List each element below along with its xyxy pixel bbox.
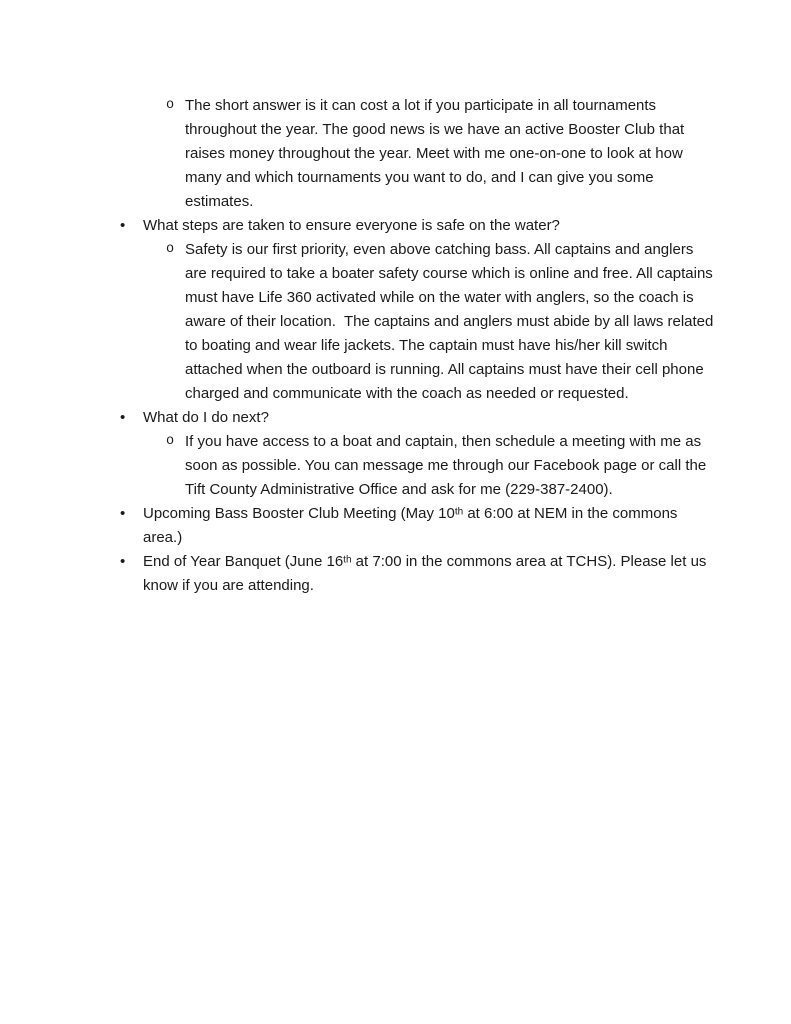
- list-item-text: If you have access to a boat and captain, then schedule a meeting with me as soon as possible. You can message me through our Facebook page or call the Tift County Administrative Office and ask for me (229-387-2400).: [185, 433, 711, 498]
- bullet-icon: •: [120, 505, 126, 522]
- list-item-text-segment: Upcoming Bass Booster Club Meeting (May 10: [143, 505, 455, 522]
- circle-bullet-icon: o: [166, 98, 175, 113]
- list-item-text: Safety is our first priority, even above catching bass. All captains and anglers are required to take a boater safety course which is online and free. All captains must have Life 360 activated while on the water with anglers, so the coach is aware of their location. The captains and anglers must abide by all laws related to boating and wear life jackets. The captain must have his/her kill switch attached when the outboard is running. All captains must have their cell phone charged and communicate with the coach as needed or requested.: [185, 241, 718, 402]
- superscript-ordinal: th: [343, 554, 352, 566]
- list-item-text-segment: at 7:00 in the commons area at TCHS). Please let us know if you are attending.: [143, 553, 711, 594]
- list-item: [0, 430, 715, 502]
- list-item-text: What steps are taken to ensure everyone is safe on the water?: [143, 217, 560, 234]
- bulleted-list: [0, 94, 718, 598]
- list-item: [0, 550, 715, 598]
- list-item: [0, 502, 715, 550]
- superscript-ordinal: th: [454, 506, 464, 518]
- list-item-text: The short answer is it can cost a lot if you participate in all tournaments throughout the year. The good news is we have an active Booster Club that raises money throughout the year. Meet with me one-on-one to look at how many and which tournaments you want to do, and I can give you some estimates.: [185, 97, 689, 210]
- bullet-icon: •: [120, 409, 126, 426]
- bullet-icon: •: [120, 553, 126, 570]
- list-item: [0, 238, 718, 406]
- list-item-text: [143, 502, 711, 550]
- list-item-text: [143, 550, 711, 598]
- list-item-text-segment: at 6:00 at NEM in the commons area.): [143, 505, 682, 546]
- circle-bullet-icon: o: [166, 242, 175, 257]
- bullet-icon: •: [120, 217, 126, 234]
- list-item-text-segment: End of Year Banquet (June 16: [143, 553, 344, 570]
- list-item: [0, 214, 715, 238]
- list-item-text: What do I do next?: [143, 409, 269, 426]
- list-item: [0, 94, 715, 214]
- list-item: [0, 406, 715, 430]
- circle-bullet-icon: o: [166, 434, 175, 449]
